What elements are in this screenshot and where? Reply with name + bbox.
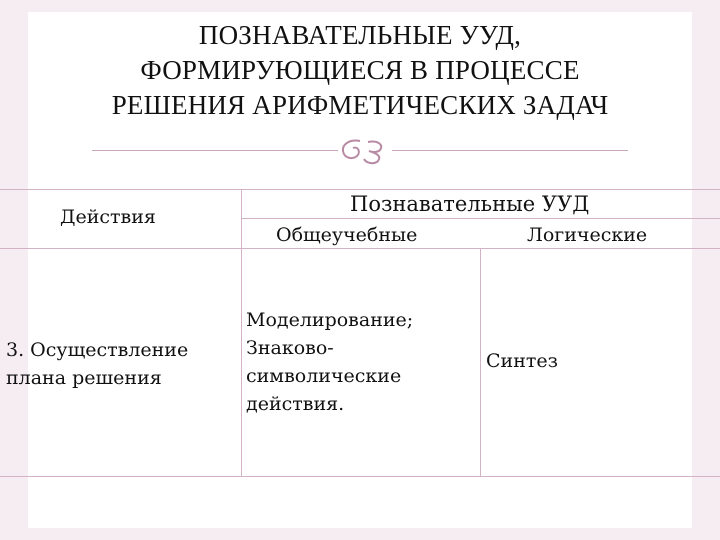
title-line-1: ПОЗНАВАТЕЛЬНЫЕ УУД, [198,20,522,50]
header-logical: Логические [527,224,648,246]
header-general-educational: Общеучебные [276,224,418,246]
cell-logical: Синтез [486,350,558,372]
header-cognitive-uud: Познавательные УУД [350,192,590,216]
cell-general-line-2: Знаково- [246,337,334,359]
column-divider-2 [480,248,481,477]
cell-action [6,336,188,392]
header-bottom-border [0,248,720,249]
flourish-ornament-icon [338,136,392,166]
cell-action-line-2: плана решения [6,367,162,389]
cognitive-header-divider [241,218,720,219]
header-actions: Действия [60,206,156,228]
table-top-border [0,189,720,190]
slide-title [28,18,692,123]
title-divider-left [92,150,338,151]
cell-general-line-4: действия. [246,393,345,415]
cell-general-line-1: Моделирование; [246,309,414,331]
title-line-3: РЕШЕНИЯ АРИФМЕТИЧЕСКИХ ЗАДАЧ [111,90,609,120]
cell-general-educational [246,306,413,418]
title-line-2: ФОРМИРУЮЩИЕСЯ В ПРОЦЕССЕ [140,55,580,85]
cell-general-line-3: символические [246,365,402,387]
column-divider-1 [241,189,242,477]
table-bottom-border [0,476,720,477]
cell-action-line-1: 3. Осуществление [6,339,189,361]
title-divider-right [392,150,628,151]
